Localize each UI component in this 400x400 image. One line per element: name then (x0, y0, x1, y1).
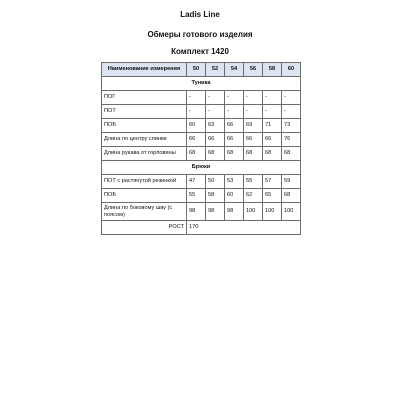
cell-value: 65 (263, 189, 282, 203)
cell-value: 100 (282, 203, 301, 221)
cell-value: 68 (225, 147, 244, 161)
cell-value: 55 (187, 189, 206, 203)
cell-value: 58 (206, 189, 225, 203)
table-header-row (102, 63, 301, 77)
cell-value: 68 (282, 147, 301, 161)
cell-value: 68 (263, 147, 282, 161)
cell-value: 73 (282, 119, 301, 133)
cell-value: 59 (282, 175, 301, 189)
row-label: ПОБ (102, 119, 187, 133)
cell-value: 68 (206, 147, 225, 161)
cell-value: 50 (206, 175, 225, 189)
section-title: Туника (102, 77, 301, 91)
cell-value: 98 (206, 203, 225, 221)
cell-value: - (244, 105, 263, 119)
cell-value: 66 (244, 133, 263, 147)
row-label: ПОТ (102, 105, 187, 119)
header-size: 58 (263, 63, 282, 77)
header-size: 60 (282, 63, 301, 77)
cell-value: 76 (282, 133, 301, 147)
cell-value: - (225, 91, 244, 105)
row-label: ПОТ с растянутой резинкой (102, 175, 187, 189)
cell-value: - (225, 105, 244, 119)
header-size: 56 (244, 63, 263, 77)
measurements-table (101, 62, 301, 235)
cell-value: 63 (206, 119, 225, 133)
row-label: Длина по боковому шву (с поясом) (102, 203, 187, 221)
cell-value: - (263, 105, 282, 119)
cell-value: 68 (282, 189, 301, 203)
cell-value: 57 (263, 175, 282, 189)
cell-value: - (206, 105, 225, 119)
cell-value: - (187, 105, 206, 119)
cell-value: 68 (244, 147, 263, 161)
cell-value: 66 (225, 133, 244, 147)
cell-value: 69 (244, 119, 263, 133)
cell-value: 62 (244, 189, 263, 203)
brand-name: Ladis Line (180, 10, 220, 19)
height-value: 170 (187, 221, 301, 235)
cell-value: - (206, 91, 225, 105)
cell-value: 100 (244, 203, 263, 221)
cell-value: - (263, 91, 282, 105)
section-row-tunic (102, 77, 301, 91)
table-row (102, 119, 301, 133)
height-row (102, 221, 301, 235)
section-title: Брюки (102, 161, 301, 175)
section-row-trousers (102, 161, 301, 175)
set-title: Комплект 1420 (171, 47, 229, 56)
table-row (102, 133, 301, 147)
document-title: Обмеры готового изделия (147, 30, 253, 39)
cell-value: 71 (263, 119, 282, 133)
height-label: РОСТ (102, 221, 187, 235)
cell-value: 60 (187, 119, 206, 133)
table-row (102, 189, 301, 203)
table-row (102, 105, 301, 119)
table-row (102, 91, 301, 105)
cell-value: 98 (187, 203, 206, 221)
cell-value: 66 (263, 133, 282, 147)
row-label: Длина рукава от горловины (102, 147, 187, 161)
header-size: 52 (206, 63, 225, 77)
cell-value: 47 (187, 175, 206, 189)
cell-value: 66 (187, 133, 206, 147)
cell-value: 98 (225, 203, 244, 221)
table-row (102, 147, 301, 161)
cell-value: 66 (206, 133, 225, 147)
table-row (102, 175, 301, 189)
table-row (102, 203, 301, 221)
cell-value: 68 (187, 147, 206, 161)
cell-value: - (282, 91, 301, 105)
cell-value: 66 (225, 119, 244, 133)
cell-value: - (244, 91, 263, 105)
header-measurement-name: Наименование измерения (102, 63, 187, 77)
header-size: 54 (225, 63, 244, 77)
cell-value: 100 (263, 203, 282, 221)
row-label: Длина по центру спинки (102, 133, 187, 147)
cell-value: 53 (225, 175, 244, 189)
header-size: 50 (187, 63, 206, 77)
cell-value: - (187, 91, 206, 105)
cell-value: - (282, 105, 301, 119)
row-label: ПОГ (102, 91, 187, 105)
row-label: ПОБ (102, 189, 187, 203)
cell-value: 55 (244, 175, 263, 189)
cell-value: 60 (225, 189, 244, 203)
